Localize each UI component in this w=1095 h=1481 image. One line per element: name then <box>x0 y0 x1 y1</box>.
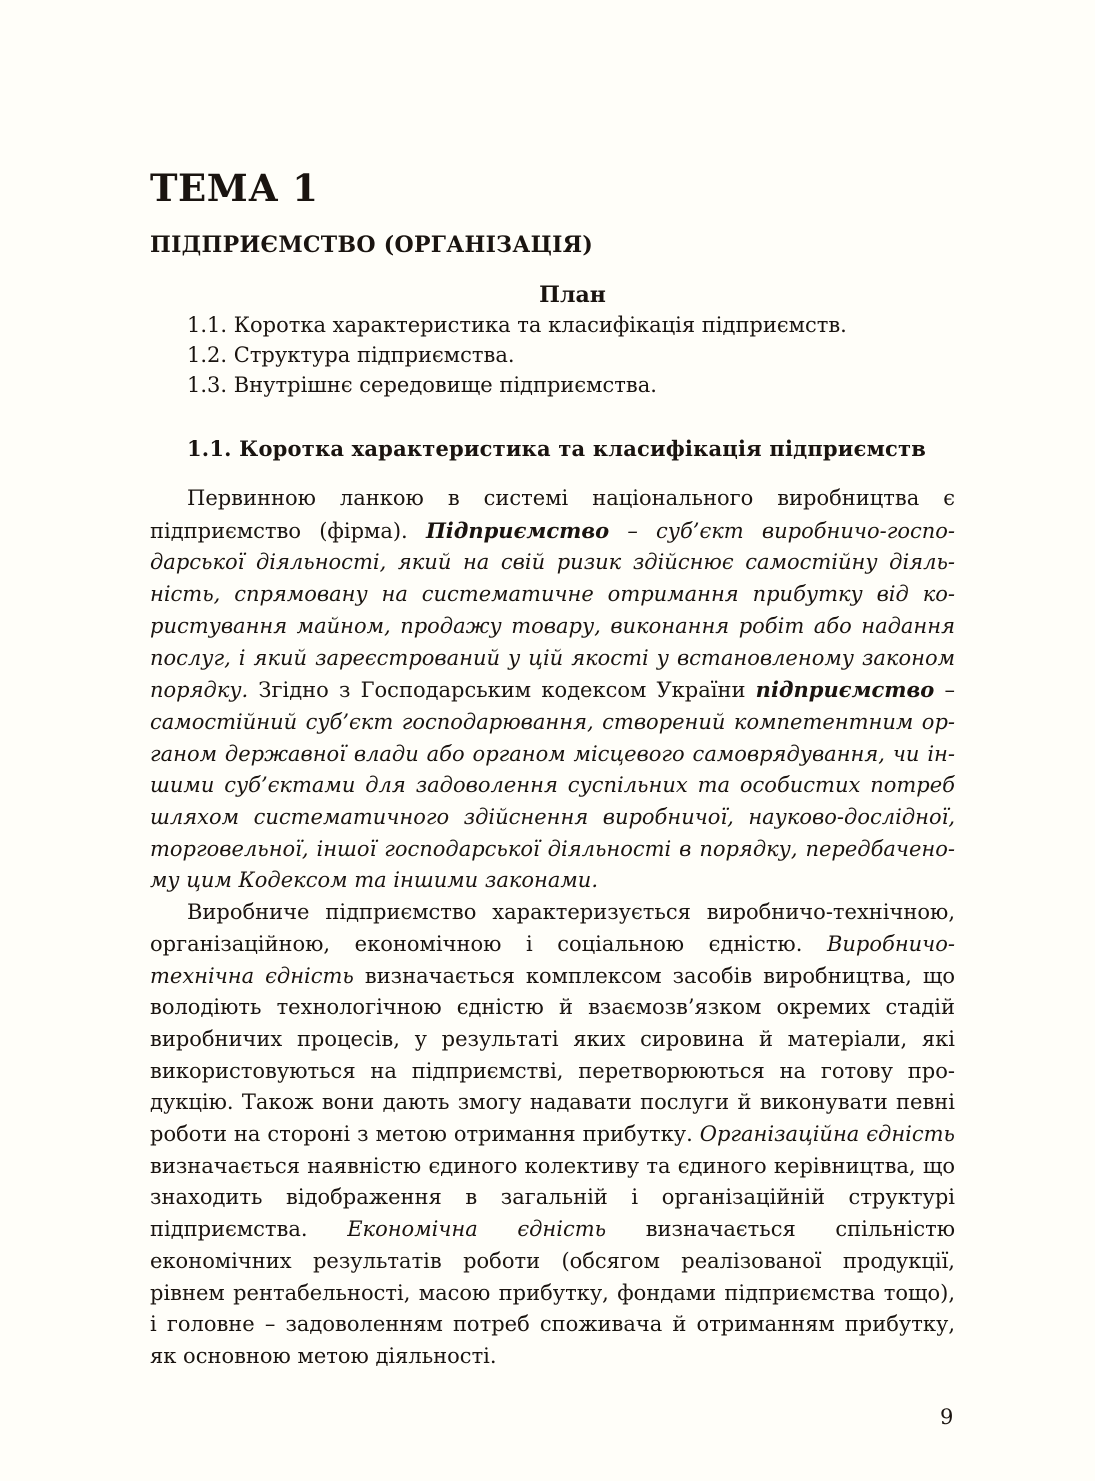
paragraph <box>150 897 955 1373</box>
plan-list <box>150 310 955 400</box>
term-bold: Підприємство <box>425 517 610 543</box>
term-emphasis <box>756 678 935 702</box>
italic-run: Економічна єдність <box>347 1217 607 1242</box>
text-run: визначається спільністю економічних результатів роботи (обсягом реалізованої продукції, рівнем рентабельності, масою прибутку, фондами підприємства тощо), і головне – задоволенням потреб споживача й отриманням прибутку, як основною метою діяльності. <box>150 1217 955 1368</box>
chapter-number: ТЕМА 1 <box>150 166 319 210</box>
section-title: 1.1. Коротка характеристика та класифікація підприємств <box>187 436 926 461</box>
plan-block <box>150 280 955 400</box>
text-run: визначається комплексом засобів виробництва, що володіють технологічною єдністю й взаємозв’язком окремих стадій виробничих процесів, у результаті яких сировина й матеріали, які використовуються на підприємстві, перетворюються на готову продукцію. Також вони дають змогу надавати послуги й виконувати певні роботи на стороні з метою отримання прибутку. <box>150 963 955 1147</box>
italic-run: – <box>609 518 657 543</box>
text-run: Згідно з Господарським кодексом України <box>248 678 756 703</box>
plan-item: 1.2. Структура підприємства. <box>187 343 515 367</box>
text-run: Первинною ланкою в системі національного виробництва є підприємство (фірма). <box>150 486 955 543</box>
plan-item: 1.1. Коротка характеристика та класифікація підприємств. <box>187 313 847 337</box>
term-bold: підприємство <box>755 677 935 703</box>
text-run: визначається наявністю єдиного колективу та єдиного керівництва, що знаходить відображення в загальній і організаційній структурі підприємства. <box>150 1153 955 1242</box>
italic-run: Виробничо-технічна єдність <box>150 931 955 988</box>
term-emphasis <box>426 519 609 543</box>
page-number: 9 <box>940 1405 954 1429</box>
italic-run: Організаційна єдність <box>699 1122 955 1147</box>
plan-title: План <box>539 282 606 308</box>
italic-run: самостійний суб’єкт господарювання, створений компетентним органом державної влади або органом місцевого самоврядування, чи іншими суб’єктами для задоволення суспільних та особистих потреб шляхом систематичного здійснення виробничої, науково-дослідної, торговельної, іншої господарської діяльності в порядку, передбаченому цим Кодексом та іншими законами. <box>150 709 955 893</box>
text-run: – <box>934 678 955 703</box>
paragraph <box>150 483 955 897</box>
body-text <box>150 483 955 1373</box>
chapter-title: ПІДПРИЄМСТВО (ОРГАНІЗАЦІЯ) <box>150 232 594 258</box>
plan-item: 1.3. Внутрішнє середовище підприємства. <box>187 373 657 397</box>
text-run: Виробниче підприємство характеризується виробничо-технічною, організаційною, економічною і соціальною єдністю. <box>150 900 955 956</box>
italic-run: суб’єкт виробничо-господарської діяльності, який на свій ризик здійснює самостійну діяльність, спрямовану на систематичне отримання прибутку від користування майном, продажу товару, виконання робіт або надання послуг, і який зареєстрований у цій якості у встановленому законом порядку. <box>150 518 955 703</box>
